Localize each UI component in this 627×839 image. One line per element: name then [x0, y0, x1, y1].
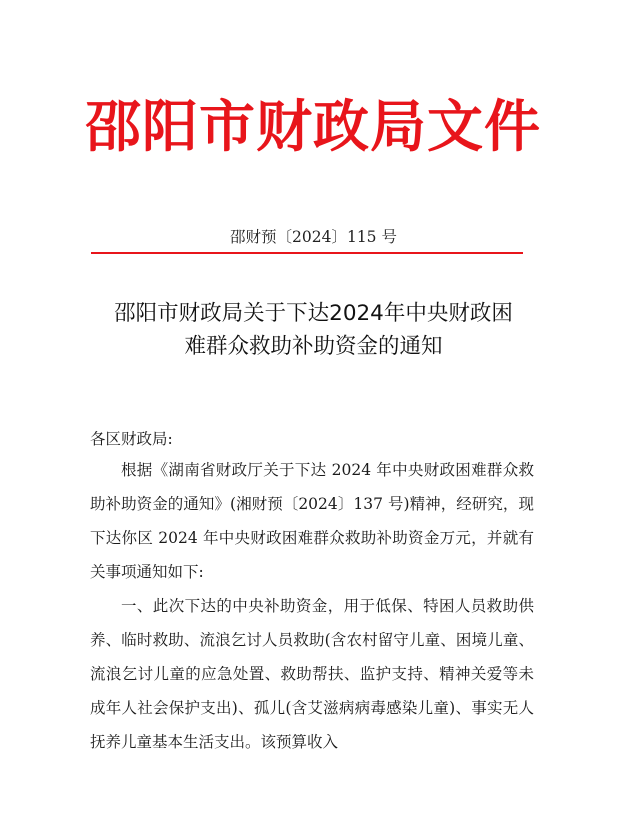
notice-title-line-2: 难群众救助补助资金的通知	[184, 334, 443, 359]
body-paragraph-1: 根据《湖南省财政厅关于下达 2024 年中央财政困难群众救助补助资金的通知》(湘财预〔2024〕137 号)精神，经研究，现下达你区 2024 年中央财政困难群众救助补助资金万元，并就有关事项通知如下:	[90, 461, 534, 581]
recipient-salutation: 各区财政局:	[90, 430, 173, 448]
document-number: 邵财预〔2024〕115 号	[230, 228, 397, 246]
document-header-title: 邵阳市财政局文件	[85, 94, 541, 160]
notice-title-line-1: 邵阳市财政局关于下达2024年中央财政困	[114, 301, 513, 326]
header-divider-line	[91, 252, 523, 254]
notice-title	[60, 297, 567, 363]
body-paragraph-2: 一、此次下达的中央补助资金，用于低保、特困人员救助供养、临时救助、流浪乞讨人员救助(含农村留守儿童、困境儿童、流浪乞讨儿童的应急处置、救助帮扶、监护支持、精神关爱等未成年人社会保护支出)、孤儿(含艾滋病病毒感染儿童)、事实无人抚养儿童基本生活支出。该预算收入	[90, 597, 534, 751]
